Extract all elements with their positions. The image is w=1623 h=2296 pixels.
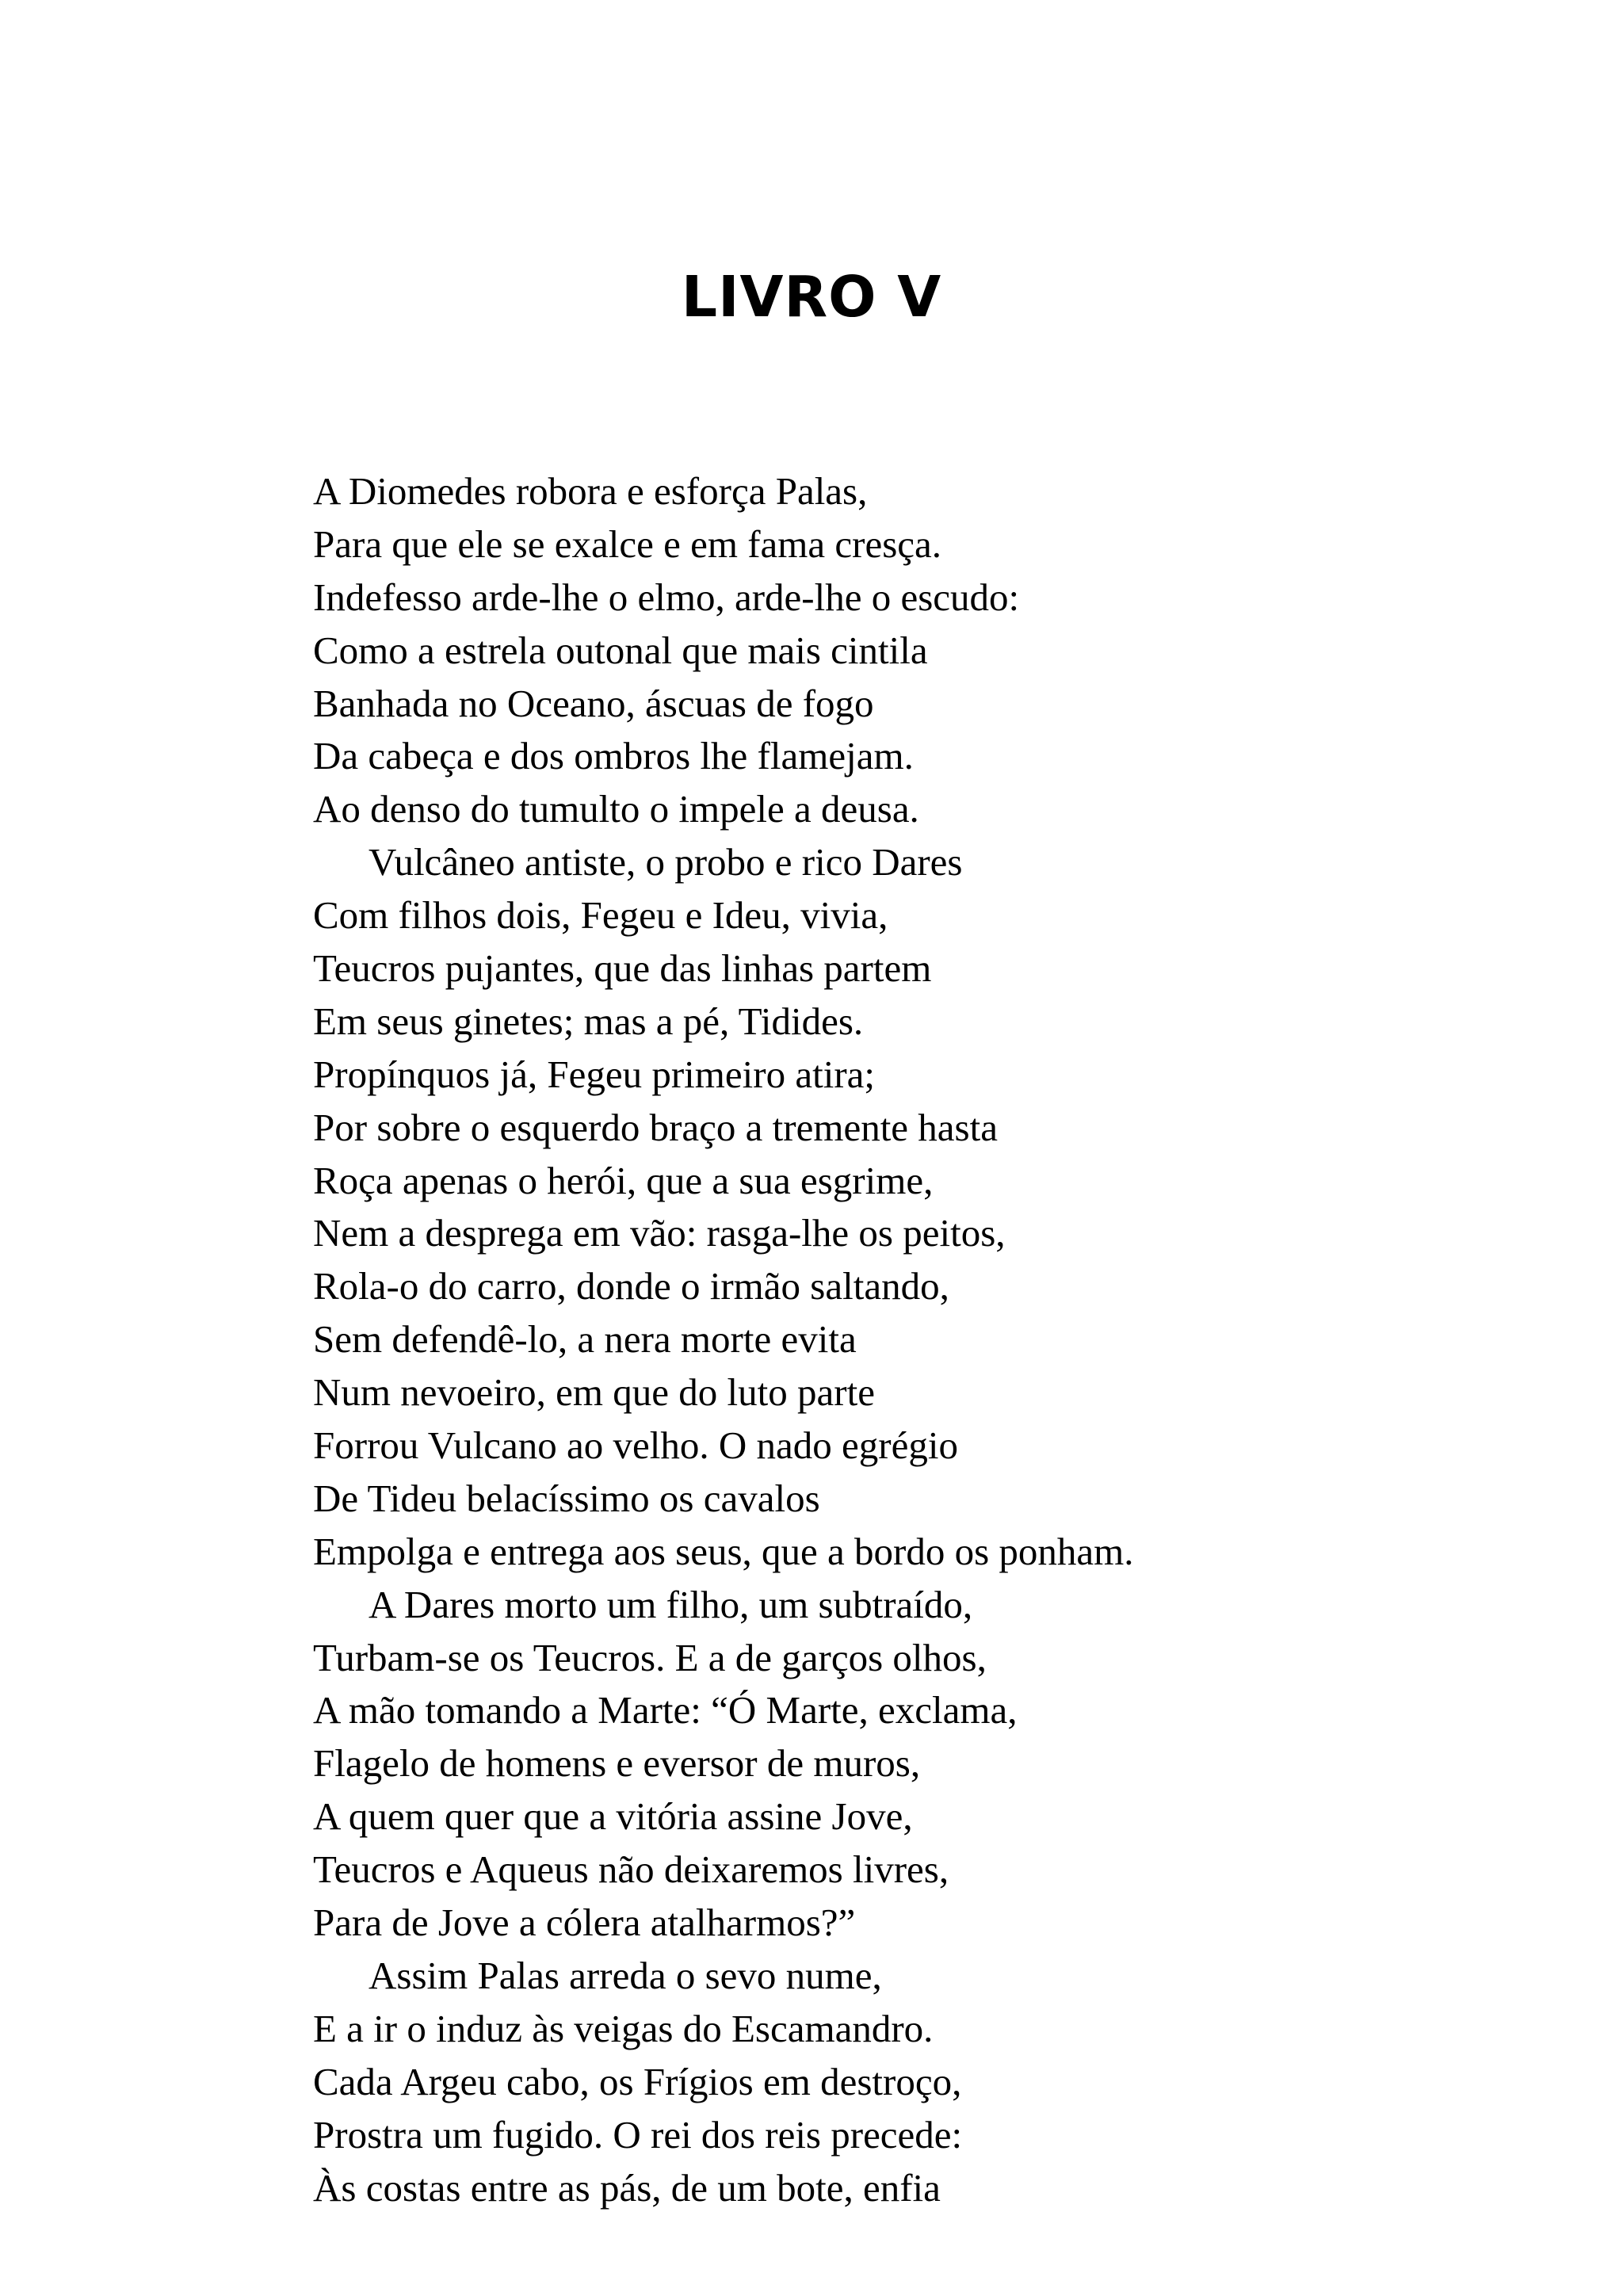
verse-line: Às costas entre as pás, de um bote, enfia	[313, 2165, 941, 2210]
verse-line: Ao denso do tumulto o impele a deusa.	[313, 787, 919, 831]
verse-line: Nem a desprega em vão: rasga-lhe os peitos,	[313, 1211, 1006, 1255]
verse-line: Para de Jove a cólera atalharmos?”	[313, 1901, 856, 1945]
verse-line: Empolga e entrega aos seus, que a bordo os ponham.	[313, 1529, 1134, 1573]
verse-line: Rola-o do carro, donde o irmão saltando,	[313, 1264, 949, 1308]
verse-line-indented: A Dares morto um filho, um subtraído,	[369, 1582, 973, 1626]
verse-line: Cada Argeu cabo, os Frígios em destroço,	[313, 2059, 962, 2103]
verse-line: Com filhos dois, Fegeu e Ideu, vivia,	[313, 893, 888, 938]
poem-text	[313, 465, 1581, 2214]
chapter-title: LIVRO V	[681, 264, 942, 330]
verse-line: Por sobre o esquerdo braço a tremente hasta	[313, 1105, 998, 1149]
verse-line: Como a estrela outonal que mais cintila	[313, 628, 928, 672]
verse-line: Em seus ginetes; mas a pé, Tidides.	[313, 999, 864, 1043]
verse-line: Da cabeça e dos ombros lhe flamejam.	[313, 734, 914, 778]
verse-line: De Tideu belacíssimo os cavalos	[313, 1476, 820, 1520]
verse-line: Turbam-se os Teucros. E a de garços olhos,	[313, 1635, 987, 1679]
verse-line: E a ir o induz às veigas do Escamandro.	[313, 2006, 934, 2050]
verse-line: A quem quer que a vitória assine Jove,	[313, 1794, 913, 1839]
verse-line: Roça apenas o herói, que a sua esgrime,	[313, 1158, 934, 1202]
verse-line: Teucros e Aqueus não deixaremos livres,	[313, 1847, 949, 1892]
verse-line: Banhada no Oceano, áscuas de fogo	[313, 681, 874, 725]
verse-line: Teucros pujantes, que das linhas partem	[313, 946, 932, 991]
verse-line: A mão tomando a Marte: “Ó Marte, exclama,	[313, 1688, 1018, 1733]
verse-line-indented: Vulcâneo antiste, o probo e rico Dares	[369, 840, 963, 884]
verse-line: Flagelo de homens e eversor de muros,	[313, 1741, 921, 1786]
verse-line: Para que ele se exalce e em fama cresça.	[313, 521, 942, 566]
verse-line: A Diomedes robora e esforça Palas,	[313, 469, 868, 513]
verse-line: Propínquos já, Fegeu primeiro atira;	[313, 1052, 875, 1096]
verse-line: Prostra um fugido. O rei dos reis precede:	[313, 2112, 963, 2157]
verse-line: Forrou Vulcano ao velho. O nado egrégio	[313, 1423, 958, 1468]
verse-line-indented: Assim Palas arreda o sevo nume,	[369, 1953, 882, 1997]
verse-line: Sem defendê-lo, a nera morte evita	[313, 1317, 857, 1362]
verse-line: Num nevoeiro, em que do luto parte	[313, 1370, 875, 1415]
verse-line: Indefesso arde-lhe o elmo, arde-lhe o escudo:	[313, 575, 1020, 619]
